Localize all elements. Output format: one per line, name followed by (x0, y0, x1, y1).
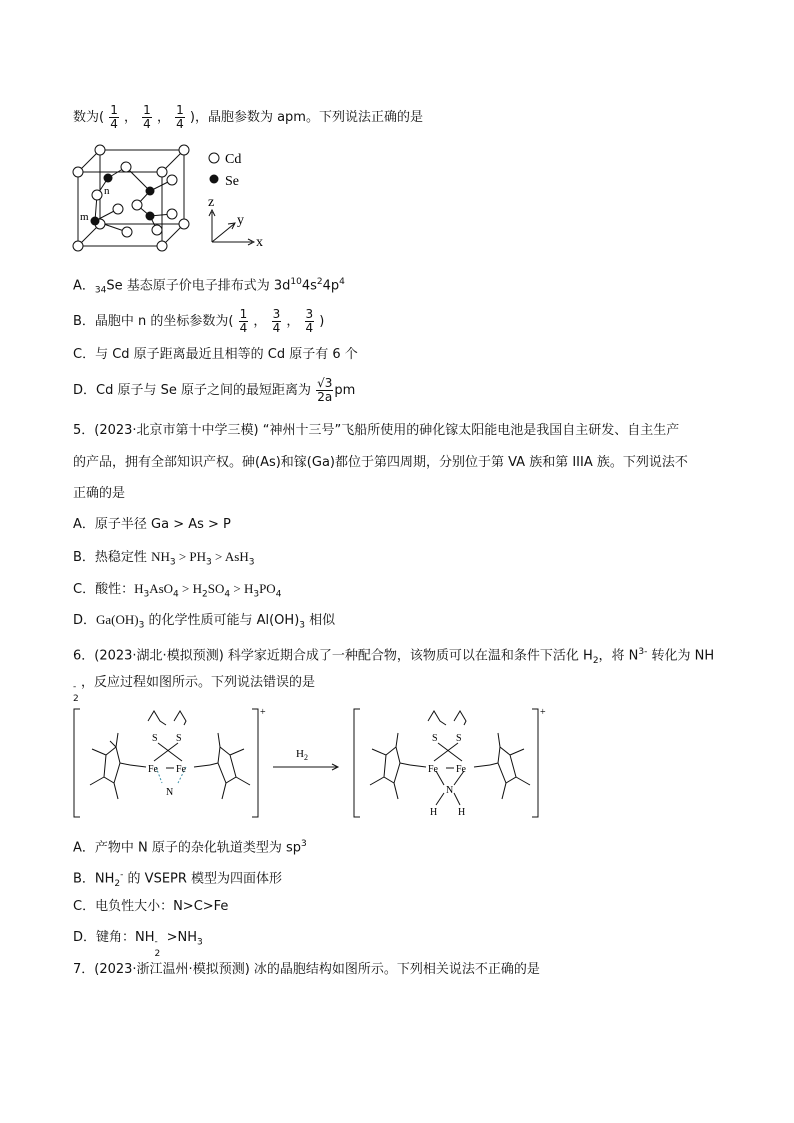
h-label: H (430, 807, 438, 818)
cd-atom (95, 145, 105, 155)
fe-label: Fe (148, 764, 158, 775)
plus-charge-right: + (540, 707, 546, 718)
axis-x-label: x (256, 235, 263, 250)
se-atom (146, 187, 155, 196)
q4-stem: 数为( $\frac{1}{4}$ ， $\frac{1}{4}$ ， $\frac{1}{4}$ )，晶胞参数为 apm。下列说法正确的是 (73, 103, 423, 131)
s-label: S (152, 733, 158, 744)
cd-atom (73, 241, 83, 251)
cd-atom (152, 225, 162, 235)
q6-stem-line-2: - 2 ，反应过程如图所示。下列说法错误的是 (73, 675, 316, 704)
fraction-2: $\frac{1}{4}$ (143, 103, 151, 131)
q4-option-b: B．晶胞中 n 的坐标参数为( $\frac{1}{4}$ ， $\frac{3}{4}$ ， $\frac{3}{4}$ ) (73, 307, 325, 335)
cdse-unit-cell-figure (70, 142, 280, 257)
s-label: S (432, 733, 438, 744)
s-label: S (176, 733, 182, 744)
label-m: m (80, 211, 89, 223)
se-atom-n (104, 174, 113, 183)
h-label: H (458, 807, 466, 818)
legend-se-icon (210, 175, 219, 184)
reaction-scheme-figure (70, 705, 550, 823)
q5-stem-line-1: 5．(2023·北京市第十中学三模) “神州十三号”飞船所使用的砷化镓太阳能电池是我国自主研发、自主生产 (73, 423, 680, 438)
q5-option-d: D．$Ga(OH)_3$ 的化学性质可能与 $Al(OH)_3$ 相似 (73, 612, 336, 631)
legend-se-label: Se (225, 174, 239, 189)
q6-option-a: A．产物中 N 原子的杂化轨道类型为 $sp^3$ (73, 839, 307, 856)
q5-option-a: A．原子半径 Ga > As > P (73, 517, 231, 532)
q5-stem-line-3: 正确的是 (73, 486, 126, 501)
legend-cd-icon (209, 153, 219, 163)
cd-atom (73, 167, 83, 177)
cd-atom (167, 175, 177, 185)
label-n: n (104, 185, 110, 197)
q4-option-d: D．Cd 原子与 Se 原子之间的最短距离为 $\frac{√3}{2a}$ pm (73, 376, 356, 404)
n-label: N (166, 787, 174, 798)
cd-atom (132, 200, 142, 210)
plus-charge-left: + (260, 707, 266, 718)
fraction-b2: $\frac{3}{4}$ (272, 307, 281, 335)
q7-stem: 7．(2023·浙江温州·模拟预测) 冰的晶胞结构如图所示。下列相关说法不正确的是 (73, 962, 540, 977)
fraction-b1: $\frac{1}{4}$ (239, 307, 248, 335)
cd-atom (179, 219, 189, 229)
cd-atom (92, 190, 102, 200)
cd-atom (113, 204, 123, 214)
q5-option-c: C．酸性：$H_3AsO_4 > H_2SO_4 > H_3PO_4$ (73, 581, 282, 600)
fraction-1: $\frac{1}{4}$ (110, 103, 118, 131)
cd-atom (179, 145, 189, 155)
fe-label: Fe (428, 764, 438, 775)
axis-z-label: z (208, 195, 215, 210)
reagent-h2: $H_2$ (296, 748, 308, 762)
cd-atom (167, 209, 177, 219)
q4-option-c: C．与 Cd 原子距离最近且相等的 Cd 原子有 6 个 (73, 347, 358, 362)
fraction-b3: $\frac{3}{4}$ (305, 307, 314, 335)
fe-label: Fe (176, 764, 186, 775)
reactant-complex (90, 711, 250, 799)
cd-atom (157, 241, 167, 251)
fe-label: Fe (456, 764, 466, 775)
se-atom (146, 212, 155, 221)
q4-option-a: A．$_{34}$Se 基态原子价电子排布式为 $3d^{10}4s^24p^4$ (73, 277, 345, 296)
s-label: S (456, 733, 462, 744)
q6-option-b: B．$NH_2^-$ 的 VSEPR 模型为四面体形 (73, 870, 283, 889)
se-atom-m (91, 217, 100, 226)
q6-option-c: C．电负性大小：N>C>Fe (73, 899, 229, 914)
fraction-d: $\frac{√3}{2a}$ (317, 376, 333, 404)
legend-cd-label: Cd (225, 152, 242, 167)
fraction-3: $\frac{1}{4}$ (176, 103, 184, 131)
q6-stem-line-1: 6．(2023·湖北·模拟预测) 科学家近期合成了一种配合物，该物质可以在温和条件下活化 $H_2$，将 $N^{3-}$ 转化为 NH (73, 647, 715, 666)
cd-atom (122, 227, 132, 237)
axis-y-label: y (237, 213, 244, 228)
cd-atom (157, 167, 167, 177)
cd-atom (121, 162, 131, 172)
q5-option-b: B．热稳定性 $NH_3 > PH_3 > AsH_3$ (73, 549, 255, 568)
q6-option-d: D．键角：NH - 2 $>NH_3$ (73, 930, 203, 959)
q5-stem-line-2: 的产品，拥有全部知识产权。砷(As)和镓(Ga)都位于第四周期，分别位于第 VA 族和第 IIIA 族。下列说法不 (73, 455, 688, 470)
n-label: N (446, 785, 454, 796)
